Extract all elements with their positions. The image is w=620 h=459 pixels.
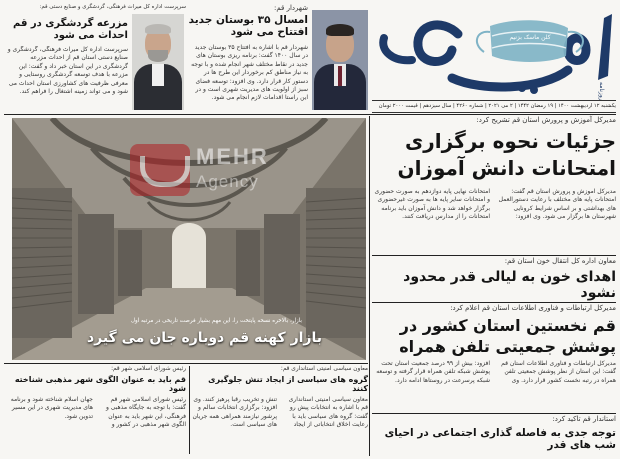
story-headline: اهدای خون به لیالی قدر محدود نشود: [403, 269, 616, 302]
story-kicker: استاندار قم تاکید کرد:: [552, 415, 616, 423]
story-kicker: مدیرکل ارتباطات و فناوری اطلاعات استان قم اعلام کرد:: [450, 304, 616, 312]
bottom-right-story: [372, 415, 616, 455]
story-headline: مزرعه گردشگری در قم احداث می شود: [13, 18, 128, 41]
story-body: شهردار قم با اشاره به افتتاح ۳۵ بوستان جدید در سال ۱۴۰۰ گفت: برنامه ریزی بوستان های جدید در نقاط مختلف شهر انجام شده و با توجه به نیاز مناطق کم برخوردار این طرح ها در دستور کار قرار دارد. وی افزود: توسعه فضای سبز از اولویت های مدیریت شهری است و در این راستا اقدامات لازم انجام می شود.: [191, 44, 308, 102]
story-kicker: سرپرست اداره کل میراث فرهنگی، گردشگری و صنایع دستی قم:: [39, 4, 186, 10]
official-portrait: [312, 10, 368, 110]
story-headline: توجه جدی به فاصله گذاری اجتماعی در احیای شب های قدر: [384, 427, 616, 452]
story-body: سرپرست اداره کل میراث فرهنگی، گردشگری و صنایع دستی استان قم از احداث مزرعه گردشگری در این استان خبر داد و گفت: این مزرعه با هدف توسعه گردشگری روستایی و معرفی ظرفیت های کشاورزی استان احداث می شود و می تواند زمینه اشتغال را فراهم کند.: [7, 46, 128, 96]
blood-donation-story: [372, 257, 616, 301]
lead-headline: جزئیات نحوه برگزاری امتحانات دانش آموزان: [397, 129, 616, 180]
lead-kicker: مدیرکل آموزش و پرورش استان قم تشریح کرد:: [476, 116, 616, 124]
logo-tag: روزنامه: [598, 82, 605, 101]
dateline: یکشنبه ۱۲ اردیبهشت ۱۴۰۰ | ۱۹ رمضان ۱۴۴۲ | ۲ می ۲۰۲۱ | شماره ۴۲۶۰ | سال سیزدهم | قیمت ۲۰۰۰ تومان: [372, 100, 616, 113]
bazaar-photo: [12, 118, 366, 360]
story-headline: قم باید به عنوان الگوی شهر مذهبی شناخته شود: [14, 375, 186, 394]
blood-divider: [372, 302, 616, 303]
story-headline: امسال ۳۵ بوستان جدید افتتاح می شود: [188, 14, 308, 39]
story-kicker: رئیس شورای اسلامی شهر قم:: [111, 366, 186, 372]
top-middle-story: [188, 4, 368, 112]
official-portrait: [132, 14, 184, 110]
story-kicker: معاون سیاسی امنیتی استانداری قم:: [280, 366, 368, 372]
story-kicker: شهردار قم:: [274, 4, 308, 12]
story-kicker: معاون اداره کل انتقال خون استان قم:: [504, 257, 616, 265]
bottom-left-story: [6, 366, 186, 456]
photo-caption: بازار کهنه قم دوباره جان می گیرد: [86, 330, 322, 346]
top-left-story: [4, 4, 186, 112]
story-headline: قم نخستین استان کشور در پوشش جمعیتی تلفن همراه: [399, 316, 616, 356]
story-body: معاون سیاسی امنیتی استانداری قم با اشاره به انتخابات پیش رو گفت: گروه های سیاسی باید با رعایت اخلاق انتخاباتی از ایجاد تنش و تخریب رقبا پرهیز کنند. وی افزود: برگزاری انتخابات سالم و پرشور نیازمند همراهی همه جریان های سیاسی است.: [192, 396, 368, 429]
vertical-column-rule: [369, 116, 370, 456]
photo-kicker: بازار، بالاخره نسخه پایتخت را، این مهم بشیار فرصت تاریخی در مرتبه اول: [130, 318, 302, 324]
masthead: [372, 4, 616, 114]
watermark-sub: Agency: [196, 172, 259, 191]
bottom-middle-story: [192, 366, 368, 456]
watermark-brand: MEHR: [196, 144, 269, 169]
telecom-divider: [372, 413, 616, 414]
lead-body: مدیرکل آموزش و پرورش استان قم گفت: امتحانات پایه های مختلف با رعایت دستورالعمل های بهداشتی و بر اساس شرایط کرونایی شهرستان ها برگزار می شود. وی افزود: امتحانات نهایی پایه دوازدهم به صورت حضوری و امتحانات سایر پایه ها به صورت غیرحضوری برگزار خواهد شد و دانش آموزان باید برنامه امتحانات را از مدارس دریافت کنند.: [374, 188, 616, 221]
lead-divider: [372, 255, 616, 256]
telecom-story: [372, 304, 616, 412]
story-body: رئیس شورای اسلامی شهر قم گفت: با توجه به جایگاه مذهبی و فرهنگی، این شهر باید به عنوان الگوی شهر مذهبی در کشور و جهان اسلام شناخته شود و برنامه های مدیریت شهری در این مسیر تدوین شود.: [10, 396, 186, 429]
mehr-watermark-logo: [130, 144, 190, 196]
story-body: مدیرکل ارتباطات و فناوری اطلاعات استان قم گفت: این استان از نظر پوشش جمعیتی تلفن همراه در رتبه نخست کشور قرار دارد. وی افزود: بیش از ۹۹ درصد جمعیت استان تحت پوشش شبکه تلفن همراه قرار گرفته و توسعه شبکه پرسرعت در روستاها ادامه دارد.: [376, 360, 616, 384]
top-divider: [4, 114, 616, 115]
logo-text: [372, 6, 373, 7]
newspaper-logo: [372, 4, 616, 99]
photo-divider: [4, 363, 368, 364]
lead-story: [372, 116, 616, 254]
mask-slogan: کلن ماسک بزنیم: [509, 34, 551, 41]
story-headline: گروه های سیاسی از ایجاد تنش جلوگیری کنند: [208, 375, 368, 394]
bottom-column-rule: [189, 366, 190, 454]
